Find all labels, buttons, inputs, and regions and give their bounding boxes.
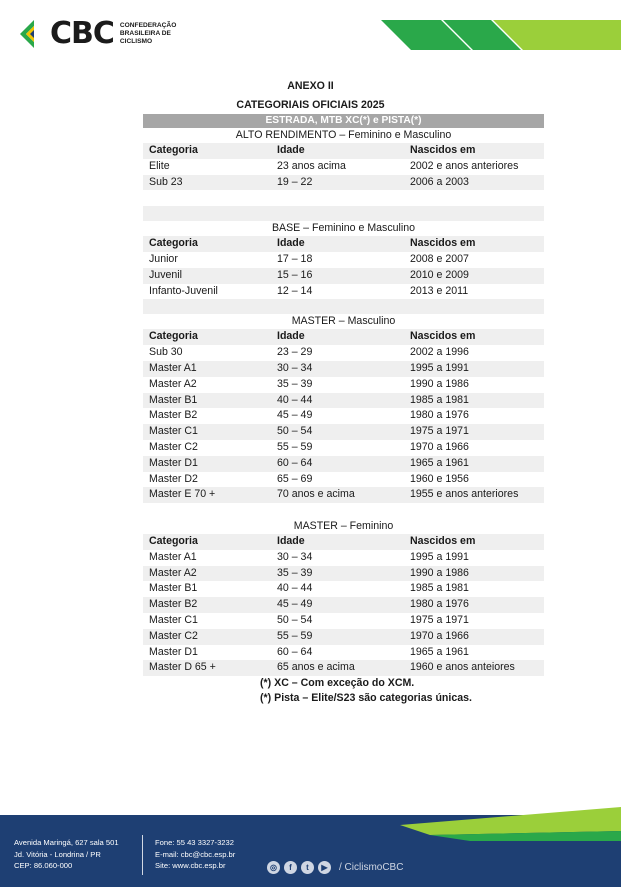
cell-categoria: Sub 30 [149,346,183,359]
table-row [143,566,544,582]
cell-categoria: Master D1 [149,645,198,658]
col-header-categoria: Categoria [149,534,198,547]
cell-categoria: Master C1 [149,613,198,626]
cell-categoria: Master A1 [149,550,197,563]
cell-nascidos: 1965 a 1961 [410,456,469,469]
cell-idade: 35 – 39 [277,377,313,390]
cell-categoria: Master D1 [149,456,198,469]
cell-idade: 12 – 14 [277,284,313,297]
org-name-line3: CICLISMO [119,38,153,45]
col-header-idade: Idade [277,330,305,343]
address-line: Avenida Maringá, 627 sala 501 [14,838,119,847]
cell-categoria: Master A1 [149,361,197,374]
cell-nascidos: 1990 a 1986 [410,566,469,579]
footer [0,827,621,887]
cell-nascidos: 1980 a 1976 [410,598,469,611]
cell-nascidos: 1960 e anos anteiores [410,661,515,674]
table-row [143,456,544,472]
cell-nascidos: 2013 e 2011 [410,284,469,297]
col-header-categoria: Categoria [149,330,198,343]
table-row [143,629,544,645]
cell-nascidos: 1980 a 1976 [410,409,469,422]
table-row [143,472,544,488]
cell-categoria: Master B1 [149,393,198,406]
cell-idade: 65 anos e acima [277,661,355,674]
contact-phone: Fone: 55 43 3327-3232 [155,838,234,847]
cell-idade: 45 – 49 [277,409,313,422]
table-row [143,440,544,456]
cell-nascidos: 1985 a 1981 [410,582,469,595]
cell-idade: 15 – 16 [277,268,313,281]
table-row [143,159,544,175]
twitter-icon[interactable]: t [301,861,314,874]
logo-mark-icon [20,20,48,48]
cell-categoria: Master C2 [149,629,198,642]
cell-idade: 55 – 59 [277,629,313,642]
youtube-icon[interactable]: ▶ [318,861,331,874]
table-row [143,408,544,424]
cell-idade: 40 – 44 [277,393,313,406]
cell-nascidos: 1995 a 1991 [410,361,469,374]
cell-idade: 30 – 34 [277,550,313,563]
col-header-nascidos: Nascidos em [410,237,476,250]
cell-nascidos: 1965 a 1961 [410,645,469,658]
cell-idade: 30 – 34 [277,361,313,374]
cell-nascidos: 1985 a 1981 [410,393,469,406]
cell-categoria: Master B2 [149,598,198,611]
footnote-pista: (*) Pista – Elite/S23 são categorias únicas. [260,692,472,704]
cell-categoria: Master D2 [149,472,198,485]
cell-nascidos: 2006 a 2003 [410,175,469,188]
table-row-empty [143,503,544,519]
col-header-categoria: Categoria [149,144,198,156]
table-row [143,645,544,661]
document-title: CATEGORIAIS OFICIAIS 2025 [236,99,385,111]
cell-idade: 60 – 64 [277,456,313,469]
cell-idade: 35 – 39 [277,566,313,579]
col-header-nascidos: Nascidos em [410,534,476,547]
table-row-empty [143,190,544,206]
header-stripes [381,20,621,50]
contact-email[interactable]: E-mail: cbc@cbc.esp.br [155,849,236,859]
logo-wordmark: CBC [50,16,114,51]
facebook-icon[interactable]: f [284,861,297,874]
cell-nascidos: 1955 e anos anteriores [410,488,519,501]
col-header-idade: Idade [277,144,305,156]
section-title-alto: ALTO RENDIMENTO – Feminino e Masculino [235,129,452,141]
org-name-line1: CONFEDERAÇÃO [119,22,177,29]
footnote-xc: (*) XC – Com exceção do XCM. [260,677,415,689]
cell-idade: 60 – 64 [277,645,313,658]
section-title-master-m: MASTER – Masculino [291,315,396,328]
social-links [267,861,403,874]
social-handle: / CiclismoCBC [339,862,404,873]
cell-categoria: Master A2 [149,566,197,579]
table-row [143,175,544,191]
table-row [143,345,544,361]
cell-idade: 45 – 49 [277,598,313,611]
annex-title: ANEXO II [287,80,334,92]
footer-divider [142,835,143,875]
cell-categoria: Master D 65 + [149,661,216,674]
section-title-master-f: MASTER – Feminino [293,519,394,532]
categories-table [143,114,544,676]
col-header-nascidos: Nascidos em [410,330,476,343]
org-name-line2: BRASILEIRA DE [119,30,171,37]
cell-categoria: Junior [149,252,178,265]
org-name [120,22,176,46]
table-row [143,393,544,409]
cell-idade: 23 anos acima [277,159,346,172]
table-header-row [143,329,544,345]
cell-nascidos: 1975 a 1971 [410,613,469,626]
table-row [143,252,544,268]
table-row [143,284,544,300]
cbc-logo [20,18,176,50]
table-header-row [143,236,544,252]
cell-idade: 50 – 54 [277,425,313,438]
cell-idade: 50 – 54 [277,613,313,626]
table-row [143,613,544,629]
cell-categoria: Juvenil [149,268,182,281]
cell-nascidos: 1975 a 1971 [410,425,469,438]
section-spacer [143,206,544,221]
footer-address [14,837,119,872]
table-row [143,550,544,566]
instagram-icon[interactable]: ◎ [267,861,280,874]
table-row [143,581,544,597]
table-row [143,268,544,284]
table-header-row [143,143,544,159]
cell-categoria: Elite [149,159,170,172]
table-row [143,597,544,613]
cell-nascidos: 1960 e 1956 [410,472,469,485]
cell-categoria: Master B1 [149,582,198,595]
cell-nascidos: 2010 e 2009 [410,268,469,281]
table-row [143,424,544,440]
cell-nascidos: 2008 e 2007 [410,252,469,265]
col-header-nascidos: Nascidos em [410,144,476,156]
address-line: Jd. Vitória - Londrina / PR [14,849,101,859]
cell-categoria: Infanto-Juvenil [149,284,218,297]
cell-idade: 17 – 18 [277,252,313,265]
col-header-idade: Idade [277,237,305,250]
table-band: ESTRADA, MTB XC(*) e PISTA(*) [143,114,544,128]
table-row [143,377,544,393]
table-row [143,487,544,503]
section-spacer [143,299,544,314]
cell-nascidos: 1995 a 1991 [410,550,469,563]
section-title-base: BASE – Feminino e Masculino [271,222,416,235]
cell-nascidos: 2002 e anos anteriores [410,159,519,172]
cell-categoria: Master C1 [149,425,198,438]
address-line: CEP: 86.060-000 [14,861,73,870]
cell-idade: 70 anos e acima [277,488,355,501]
cell-nascidos: 1970 a 1966 [410,629,469,642]
footer-contact [155,837,235,872]
cell-idade: 65 – 69 [277,472,313,485]
cell-nascidos: 1990 a 1986 [410,377,469,390]
table-row [143,660,544,676]
cell-idade: 23 – 29 [277,346,313,359]
cell-categoria: Master B2 [149,409,198,422]
cell-idade: 55 – 59 [277,440,313,453]
contact-site[interactable]: Site: www.cbc.esp.br [155,861,226,870]
cell-nascidos: 2002 a 1996 [410,346,469,359]
cell-categoria: Master A2 [149,377,197,390]
col-header-idade: Idade [277,534,305,547]
cell-categoria: Sub 23 [149,175,183,188]
table-row [143,361,544,377]
cell-idade: 40 – 44 [277,582,313,595]
col-header-categoria: Categoria [149,237,198,250]
cell-idade: 19 – 22 [277,175,313,188]
cell-categoria: Master C2 [149,440,198,453]
cell-nascidos: 1970 a 1966 [410,440,469,453]
cell-categoria: Master E 70 + [149,488,216,501]
footnotes [260,676,472,706]
table-header-row [143,534,544,550]
